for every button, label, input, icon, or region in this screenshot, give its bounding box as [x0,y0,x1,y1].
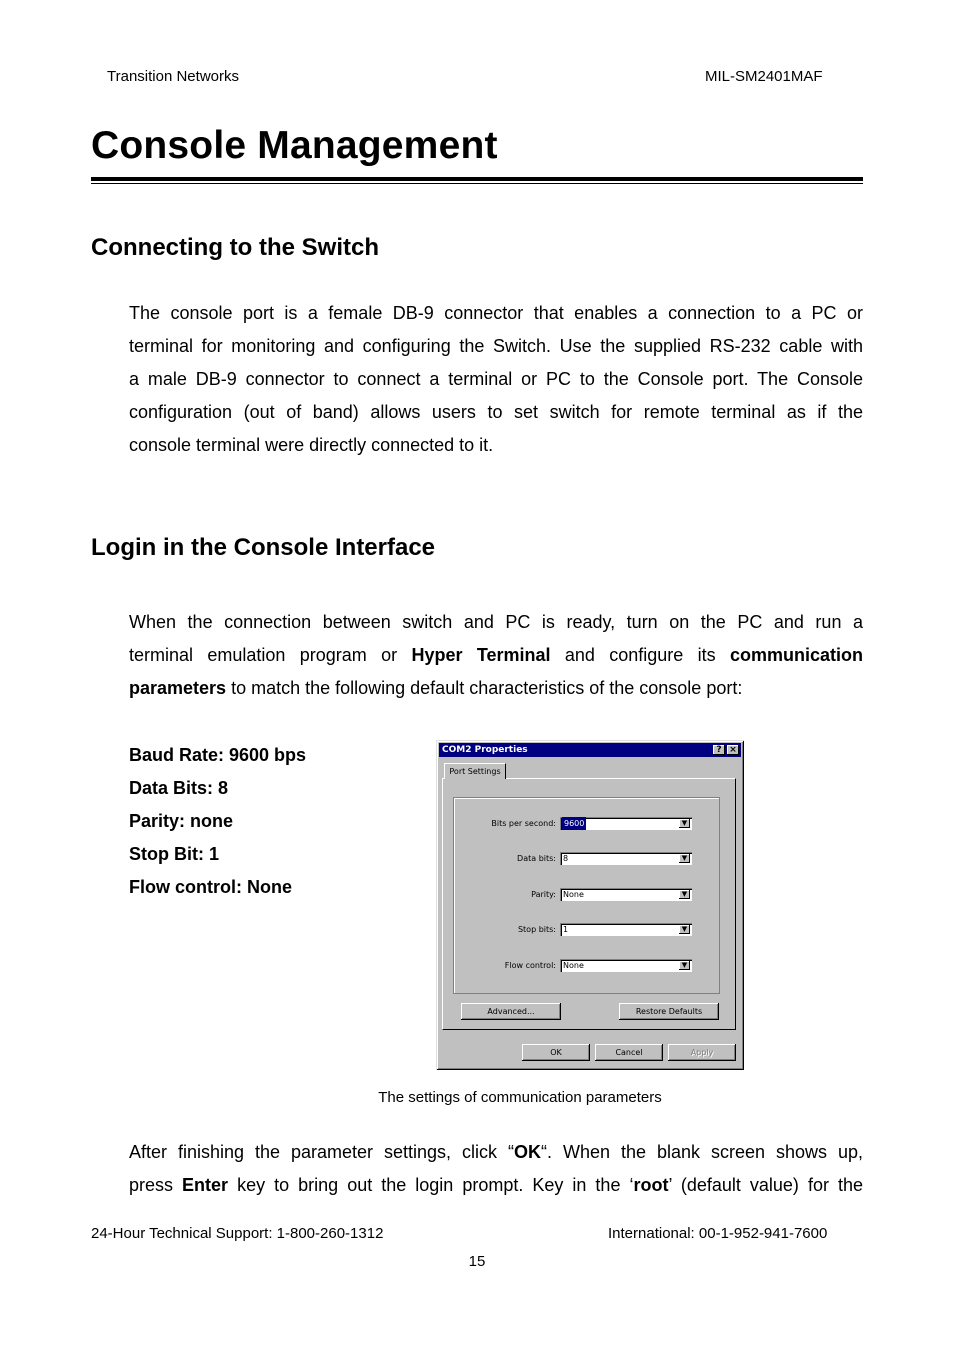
ok-text: OK [514,1142,541,1162]
footer-international: International: 00-1-952-941-7600 [608,1225,828,1242]
text-run: ’ (default value) for the [668,1175,863,1195]
cancel-button[interactable]: Cancel [595,1044,663,1061]
bits-per-second-label: Bits per second: [491,819,556,828]
hyper-terminal-text: Hyper Terminal [411,645,551,665]
figure-caption: The settings of communication parameters [378,1089,662,1106]
title-rule-thin [91,183,863,184]
stop-bits-select[interactable] [560,923,692,936]
communication-text: communication [729,645,863,665]
data-bits-label: Data bits: [517,854,556,863]
parity-value: None [563,890,584,899]
text-line: When the connection between switch and PC is ready, turn on the PC and run a [129,612,863,632]
text-run: After finishing the parameter settings, click “ [129,1142,514,1162]
section-heading-connecting: Connecting to the Switch [91,234,379,261]
spec-parity: Parity: none [129,811,234,831]
flow-control-label: Flow control: [504,961,556,970]
chevron-down-icon[interactable]: ▼ [679,854,690,863]
title-rule [91,177,863,181]
restore-defaults-button[interactable]: Restore Defaults [619,1003,719,1020]
chevron-down-icon[interactable]: ▼ [679,925,690,934]
text-run: “. When the blank screen shows up, [541,1142,863,1162]
page-title: Console Management [91,124,498,167]
stop-bits-label: Stop bits: [517,925,556,934]
text-line: a male DB-9 connector to connect a terminal or PC to the Console port. The Console [129,369,863,389]
enter-text: Enter [182,1175,229,1195]
close-icon[interactable]: × [727,745,739,755]
header-left: Transition Networks [107,68,239,85]
advanced-button[interactable]: Advanced... [461,1003,561,1020]
ok-button[interactable]: OK [522,1044,590,1061]
text-run: to match the following default characteristics of the console port: [226,678,743,698]
text-line: terminal for monitoring and configuring the Switch. Use the supplied RS-232 cable with [129,336,863,356]
chevron-down-icon[interactable]: ▼ [679,819,690,828]
text-run: key to bring out the login prompt. Key in the ‘ [228,1175,634,1195]
parameters-text: parameters [129,678,227,698]
help-icon[interactable]: ? [713,745,725,755]
spec-data-bits: Data Bits: 8 [129,778,229,798]
text-line: console terminal were directly connected to it. [129,435,494,455]
section-heading-login: Login in the Console Interface [91,534,436,561]
text-run: terminal emulation program or [129,645,412,665]
bits-per-second-select[interactable] [560,817,692,830]
tab-port-settings[interactable]: Port Settings [444,763,506,779]
apply-button[interactable]: Apply [668,1044,736,1061]
text-run: press [129,1175,183,1195]
data-bits-value: 8 [563,854,569,863]
after-settings-paragraph [129,1136,863,1202]
text-line [129,1169,863,1202]
text-line [129,672,863,705]
data-bits-select[interactable] [560,852,692,865]
flow-control-select[interactable] [560,959,692,972]
bits-per-second-value: 9600 [564,819,585,828]
spec-baud-rate: Baud Rate: 9600 bps [129,745,307,765]
root-text: root [633,1175,669,1195]
spec-flow-control: Flow control: None [129,877,292,897]
page-number: 15 [468,1253,486,1270]
com2-properties-dialog [436,740,744,1070]
flow-control-value: None [563,961,584,970]
chevron-down-icon[interactable]: ▼ [679,961,690,970]
stop-bits-value: 1 [563,925,569,934]
header-right: MIL-SM2401MAF [705,68,823,85]
text-line [129,1136,863,1169]
footer-support: 24-Hour Technical Support: 1-800-260-1312 [91,1225,384,1242]
text-line: configuration (out of band) allows users to set switch for remote terminal as if the [129,402,863,422]
default-settings-list [129,739,306,904]
chevron-down-icon[interactable]: ▼ [679,890,690,899]
connecting-paragraph [129,297,863,462]
dialog-titlebar [439,743,741,757]
parity-select[interactable] [560,888,692,901]
spec-stop-bit: Stop Bit: 1 [129,844,219,864]
text-line [129,639,863,672]
text-line: The console port is a female DB-9 connector that enables a connection to a PC or [129,303,863,323]
parity-label: Parity: [531,890,556,899]
text-run: and configure its [550,645,730,665]
login-paragraph [129,606,863,705]
dialog-title: COM2 Properties [442,745,528,755]
